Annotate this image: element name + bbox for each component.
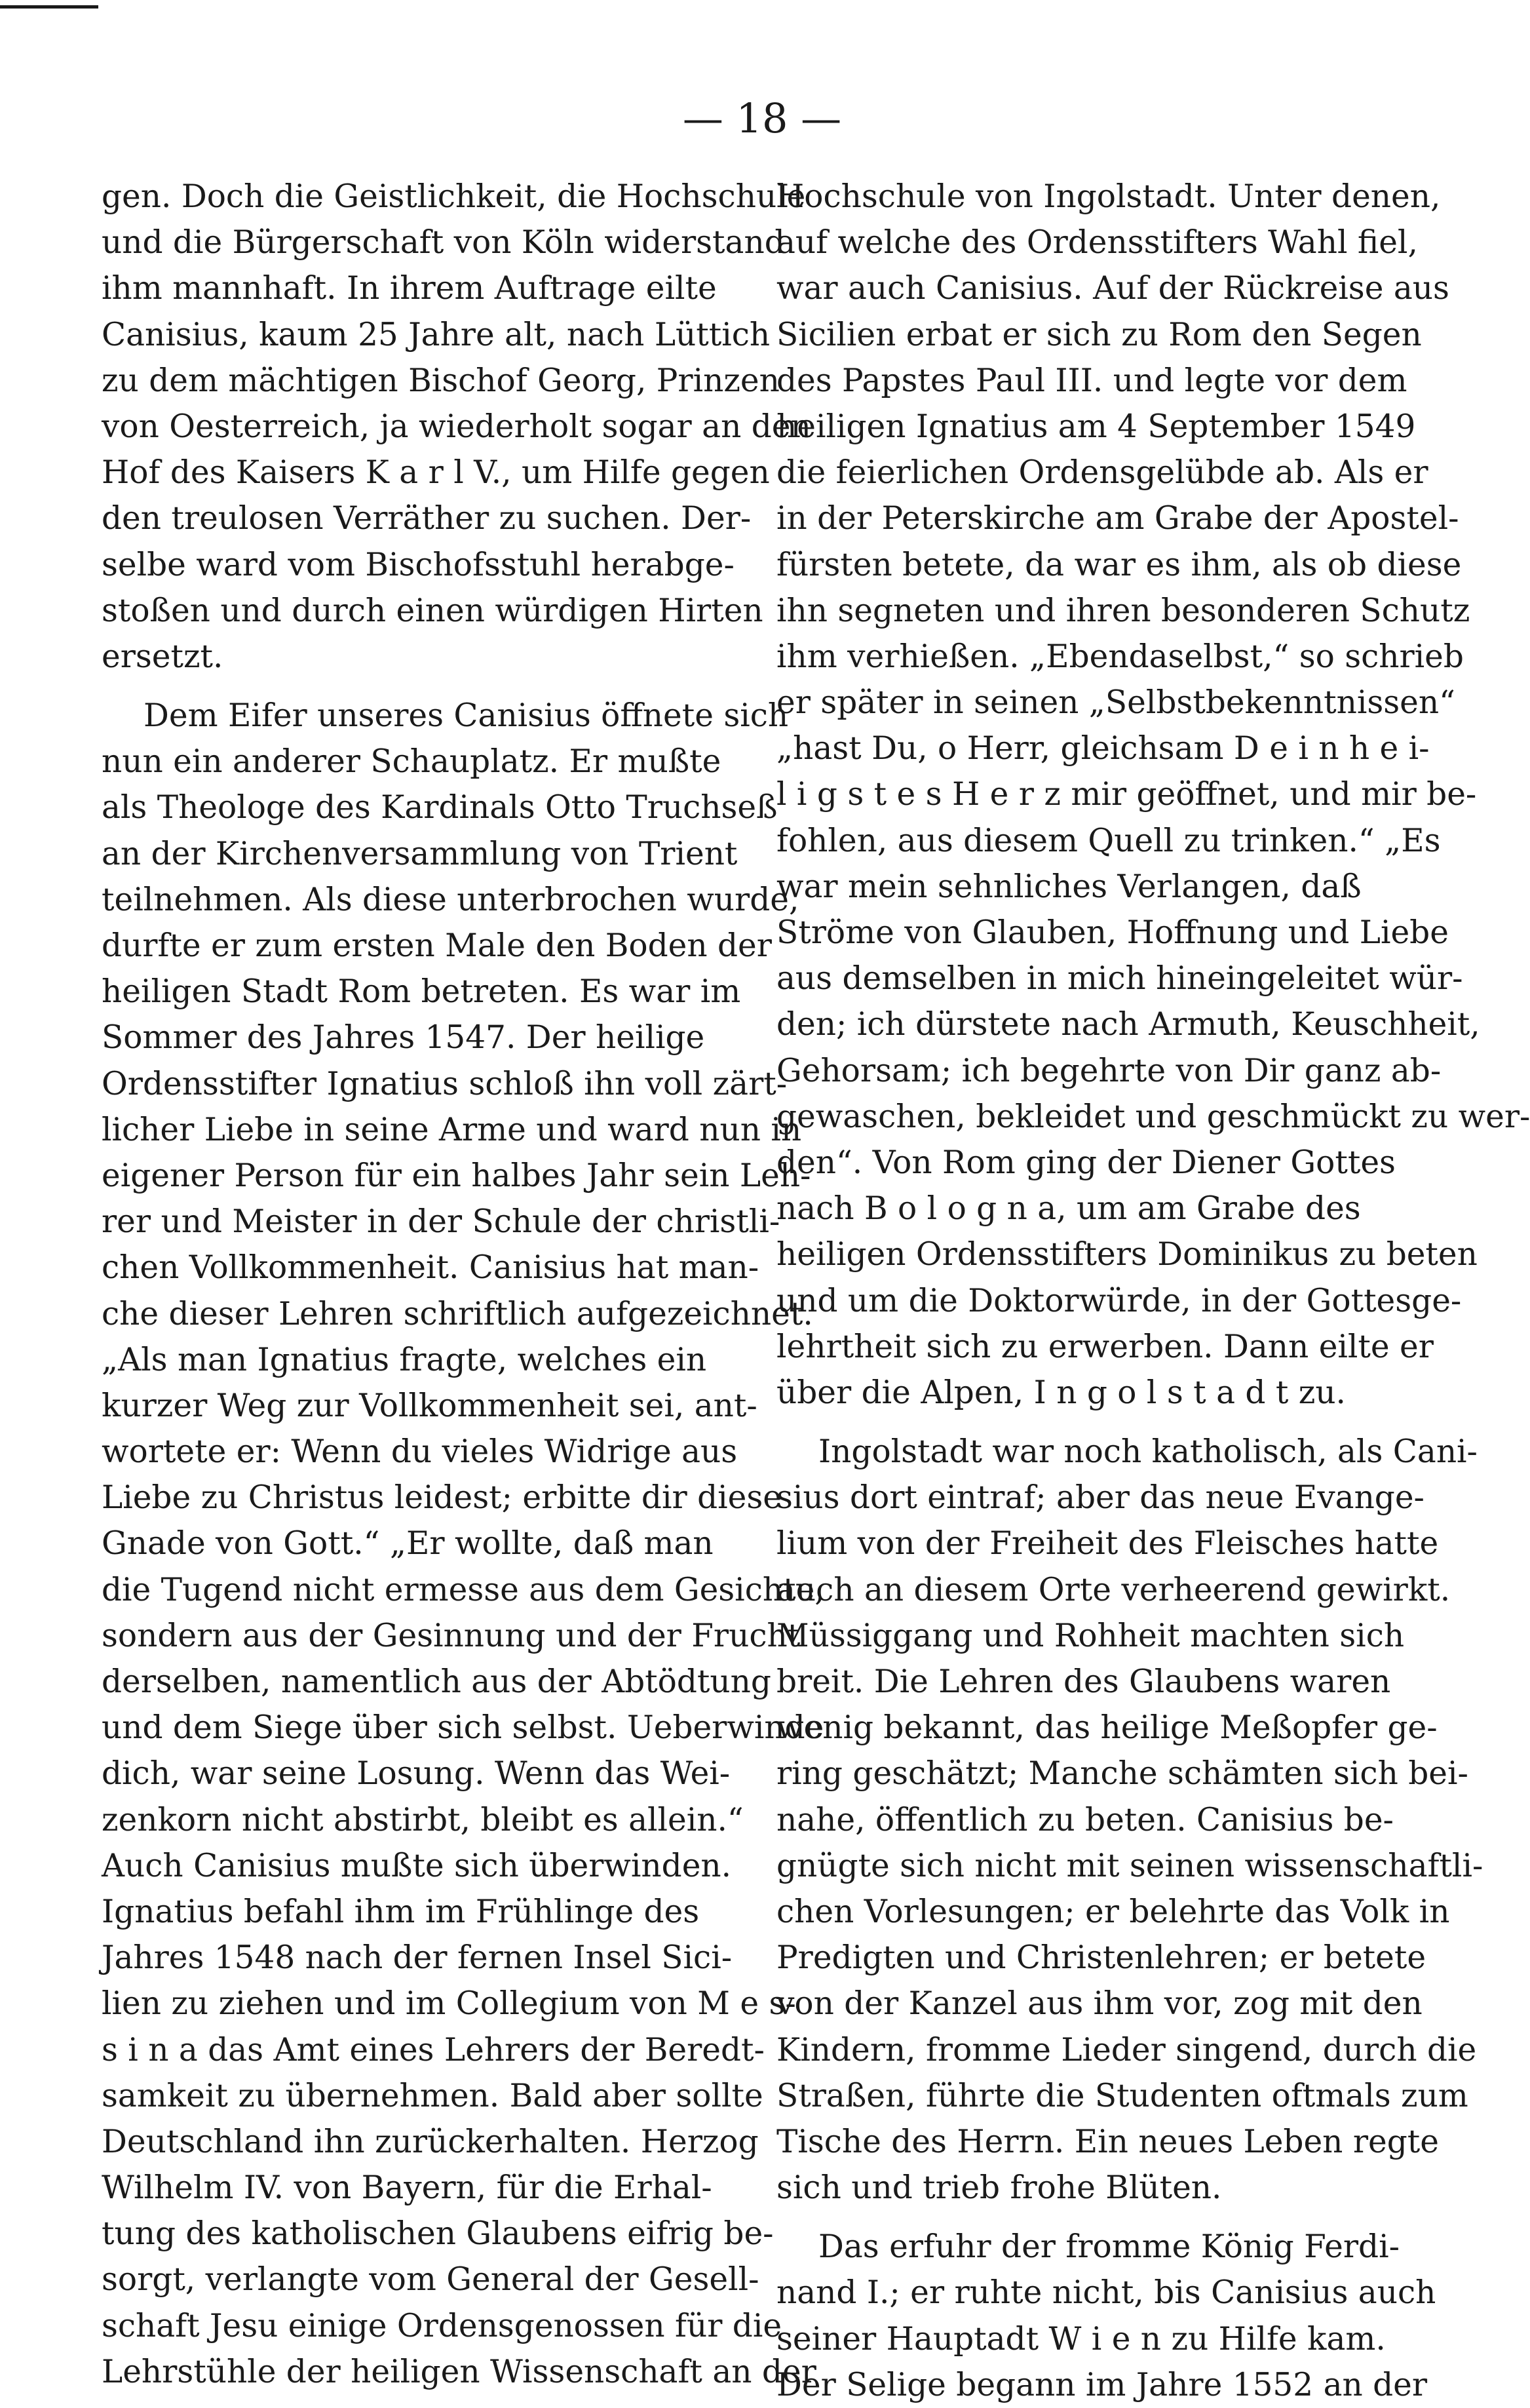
text-line: war mein sehnliches Verlangen, daß: [776, 868, 1362, 905]
text-line: Sicilien erbat er sich zu Rom den Segen: [776, 316, 1422, 353]
text-line: auch an diesem Orte verheerend gewirkt.: [776, 1571, 1451, 1608]
text-line: und die Bürgerschaft von Köln widerstand: [102, 224, 785, 262]
text-line: fürsten betete, da war es ihm, als ob diese: [776, 546, 1462, 583]
text-line: den; ich dürstete nach Armuth, Keuschheit,: [776, 1006, 1480, 1043]
text-line: heiligen Ordensstifters Dominikus zu beten: [776, 1236, 1478, 1273]
text-line: nun ein anderer Schauplatz. Er mußte: [102, 743, 721, 781]
text-line: gnügte sich nicht mit seinen wissenschaftli-: [776, 1847, 1483, 1884]
text-line: sich und trieb frohe Blüten.: [776, 2169, 1222, 2207]
text-line: Tische des Herrn. Ein neues Leben regte: [776, 2123, 1439, 2160]
text-line: lehrtheit sich zu erwerben. Dann eilte er: [776, 1328, 1434, 1365]
text-line: schaft Jesu einige Ordensgenossen für die: [102, 2307, 782, 2344]
text-line: wenig bekannt, das heilige Meßopfer ge-: [776, 1709, 1438, 1747]
text-line: und dem Siege über sich selbst. Ueberwinde: [102, 1709, 824, 1747]
left-column: [102, 174, 825, 2395]
text-line: Das erfuhr der fromme König Ferdi-: [818, 2228, 1400, 2266]
text-line: zenkorn nicht abstirbt, bleibt es allein.“: [102, 1801, 744, 1838]
text-line: Ignatius befahl ihm im Frühlinge des: [102, 1893, 700, 1930]
text-line: lium von der Freiheit des Fleisches hatte: [776, 1525, 1439, 1563]
text-line: Predigten und Christenlehren; er betete: [776, 1939, 1426, 1977]
text-line: wortete er: Wenn du vieles Widrige aus: [102, 1433, 738, 1471]
text-line: war auch Canisius. Auf der Rückreise aus: [776, 270, 1449, 307]
text-line: Gehorsam; ich begehrte von Dir ganz ab-: [776, 1052, 1442, 1089]
text-line: breit. Die Lehren des Glaubens waren: [776, 1663, 1391, 1700]
text-line: lien zu ziehen und im Collegium von M e s-: [102, 1985, 796, 2023]
text-line: ihm mannhaft. In ihrem Auftrage eilte: [102, 270, 717, 307]
text-line: gen. Doch die Geistlichkeit, die Hochschule: [102, 178, 806, 215]
text-line: Liebe zu Christus leidest; erbitte dir diese: [102, 1479, 782, 1517]
text-line: Lehrstühle der heiligen Wissenschaft an der: [102, 2353, 816, 2390]
text-line: Müssiggang und Rohheit machten sich: [776, 1617, 1405, 1654]
paragraph-gap: [776, 2211, 1425, 2224]
text-line: nand I.; er ruhte nicht, bis Canisius auch: [776, 2274, 1436, 2312]
text-line: l i g s t e s H e r z mir geöffnet, und mir be-: [776, 776, 1477, 813]
text-line: von Oesterreich, ja wiederholt sogar an den: [102, 408, 811, 445]
text-line: Straßen, führte die Studenten oftmals zum: [776, 2077, 1468, 2114]
text-line: che dieser Lehren schriftlich aufgezeichnet.: [102, 1295, 813, 1332]
text-line: Hochschule von Ingolstadt. Unter denen,: [776, 178, 1441, 215]
text-line: Ingolstadt war noch katholisch, als Cani-: [818, 1433, 1478, 1471]
text-line: seiner Hauptadt W i e n zu Hilfe kam.: [776, 2320, 1386, 2358]
text-line: chen Vollkommenheit. Canisius hat man-: [102, 1249, 759, 1287]
text-line: Jahres 1548 nach der fernen Insel Sici-: [102, 1939, 733, 1977]
page-number: — 18 —: [682, 94, 842, 142]
text-line: Auch Canisius mußte sich überwinden.: [102, 1847, 732, 1884]
text-line: Gnade von Gott.“ „Er wollte, daß man: [102, 1525, 714, 1563]
text-line: aus demselben in mich hineingeleitet wür-: [776, 960, 1463, 998]
text-line: zu dem mächtigen Bischof Georg, Prinzen: [102, 362, 780, 399]
text-line: tung des katholischen Glaubens eifrig be-: [102, 2215, 774, 2253]
text-line: „hast Du, o Herr, gleichsam D e i n h e i-: [776, 730, 1430, 767]
text-line: sondern aus der Gesinnung und der Frucht: [102, 1617, 801, 1654]
text-line: Canisius, kaum 25 Jahre alt, nach Lüttich: [102, 316, 771, 353]
text-line: in der Peterskirche am Grabe der Apostel-: [776, 500, 1459, 537]
text-line: Der Selige begann im Jahre 1552 an der: [776, 2366, 1428, 2403]
text-line: die Tugend nicht ermesse aus dem Gesichte,: [102, 1571, 825, 1608]
text-line: als Theologe des Kardinals Otto Truchseß: [102, 789, 778, 826]
text-line: Kindern, fromme Lieder singend, durch die: [776, 2031, 1477, 2068]
text-line: derselben, namentlich aus der Abtödtung: [102, 1663, 771, 1700]
text-line: licher Liebe in seine Arme und ward nun in: [102, 1111, 802, 1148]
text-line: er später in seinen „Selbstbekenntnissen“: [776, 684, 1455, 722]
text-line: ihm verhießen. „Ebendaselbst,“ so schrieb: [776, 638, 1464, 675]
text-line: sius dort eintraf; aber das neue Evange-: [776, 1479, 1425, 1517]
text-line: Hof des Kaisers K a r l V., um Hilfe gegen: [102, 454, 770, 492]
text-line: dich, war seine Losung. Wenn das Wei-: [102, 1755, 731, 1793]
text-line: „Als man Ignatius fragte, welches ein: [102, 1341, 707, 1378]
text-line: und um die Doktorwürde, in der Gottesge-: [776, 1282, 1462, 1319]
text-line: samkeit zu übernehmen. Bald aber sollte: [102, 2077, 763, 2114]
text-line: Wilhelm IV. von Bayern, für die Erhal-: [102, 2169, 712, 2207]
text-line: ersetzt.: [102, 638, 223, 675]
text-line: s i n a das Amt eines Lehrers der Beredt-: [102, 2031, 765, 2068]
text-line: nach B o l o g n a, um am Grabe des: [776, 1190, 1361, 1228]
text-line: den treulosen Verräther zu suchen. Der-: [102, 500, 752, 537]
text-line: Ströme von Glauben, Hoffnung und Liebe: [776, 914, 1449, 951]
text-line: eigener Person für ein halbes Jahr sein Leh-: [102, 1157, 811, 1194]
text-line: rer und Meister in der Schule der christli-: [102, 1203, 780, 1241]
text-line: heiligen Ignatius am 4 September 1549: [776, 408, 1416, 445]
text-line: an der Kirchenversammlung von Trient: [102, 835, 738, 872]
text-line: ihn segneten und ihren besonderen Schutz: [776, 592, 1470, 629]
text-line: stoßen und durch einen würdigen Hirten: [102, 592, 763, 629]
text-line: durfte er zum ersten Male den Boden der: [102, 927, 772, 964]
text-line: gewaschen, bekleidet und geschmückt zu wer-: [776, 1098, 1530, 1135]
text-line: den“. Von Rom ging der Diener Gottes: [776, 1144, 1396, 1181]
text-line: nahe, öffentlich zu beten. Canisius be-: [776, 1801, 1394, 1838]
text-line: des Papstes Paul III. und legte vor dem: [776, 362, 1407, 399]
text-line: selbe ward vom Bischofsstuhl herabge-: [102, 546, 735, 583]
top-rule: [0, 5, 98, 9]
text-line: die feierlichen Ordensgelübde ab. Als er: [776, 454, 1428, 492]
paragraph-gap: [102, 680, 750, 693]
text-line: fohlen, aus diesem Quell zu trinken.“ „Es: [776, 822, 1441, 859]
paragraph-gap: [776, 1416, 1425, 1429]
text-line: kurzer Weg zur Vollkommenheit sei, ant-: [102, 1387, 757, 1424]
text-line: Ordensstifter Ignatius schloß ihn voll zärt-: [102, 1065, 788, 1102]
text-line: Dem Eifer unseres Canisius öffnete sich: [143, 697, 789, 735]
text-line: Sommer des Jahres 1547. Der heilige: [102, 1019, 705, 1057]
text-line: heiligen Stadt Rom betreten. Es war im: [102, 973, 741, 1011]
text-line: sorgt, verlangte vom General der Gesell-: [102, 2261, 759, 2299]
text-line: chen Vorlesungen; er belehrte das Volk in: [776, 1893, 1450, 1930]
right-column: [776, 174, 1530, 2408]
text-line: von der Kanzel aus ihm vor, zog mit den: [776, 1985, 1423, 2023]
text-line: auf welche des Ordensstifters Wahl fiel,: [776, 224, 1418, 262]
text-line: Deutschland ihn zurückerhalten. Herzog: [102, 2123, 759, 2160]
text-line: teilnehmen. Als diese unterbrochen wurde,: [102, 881, 799, 918]
text-line: über die Alpen, I n g o l s t a d t zu.: [776, 1374, 1346, 1411]
text-line: ring geschätzt; Manche schämten sich bei-: [776, 1755, 1468, 1793]
